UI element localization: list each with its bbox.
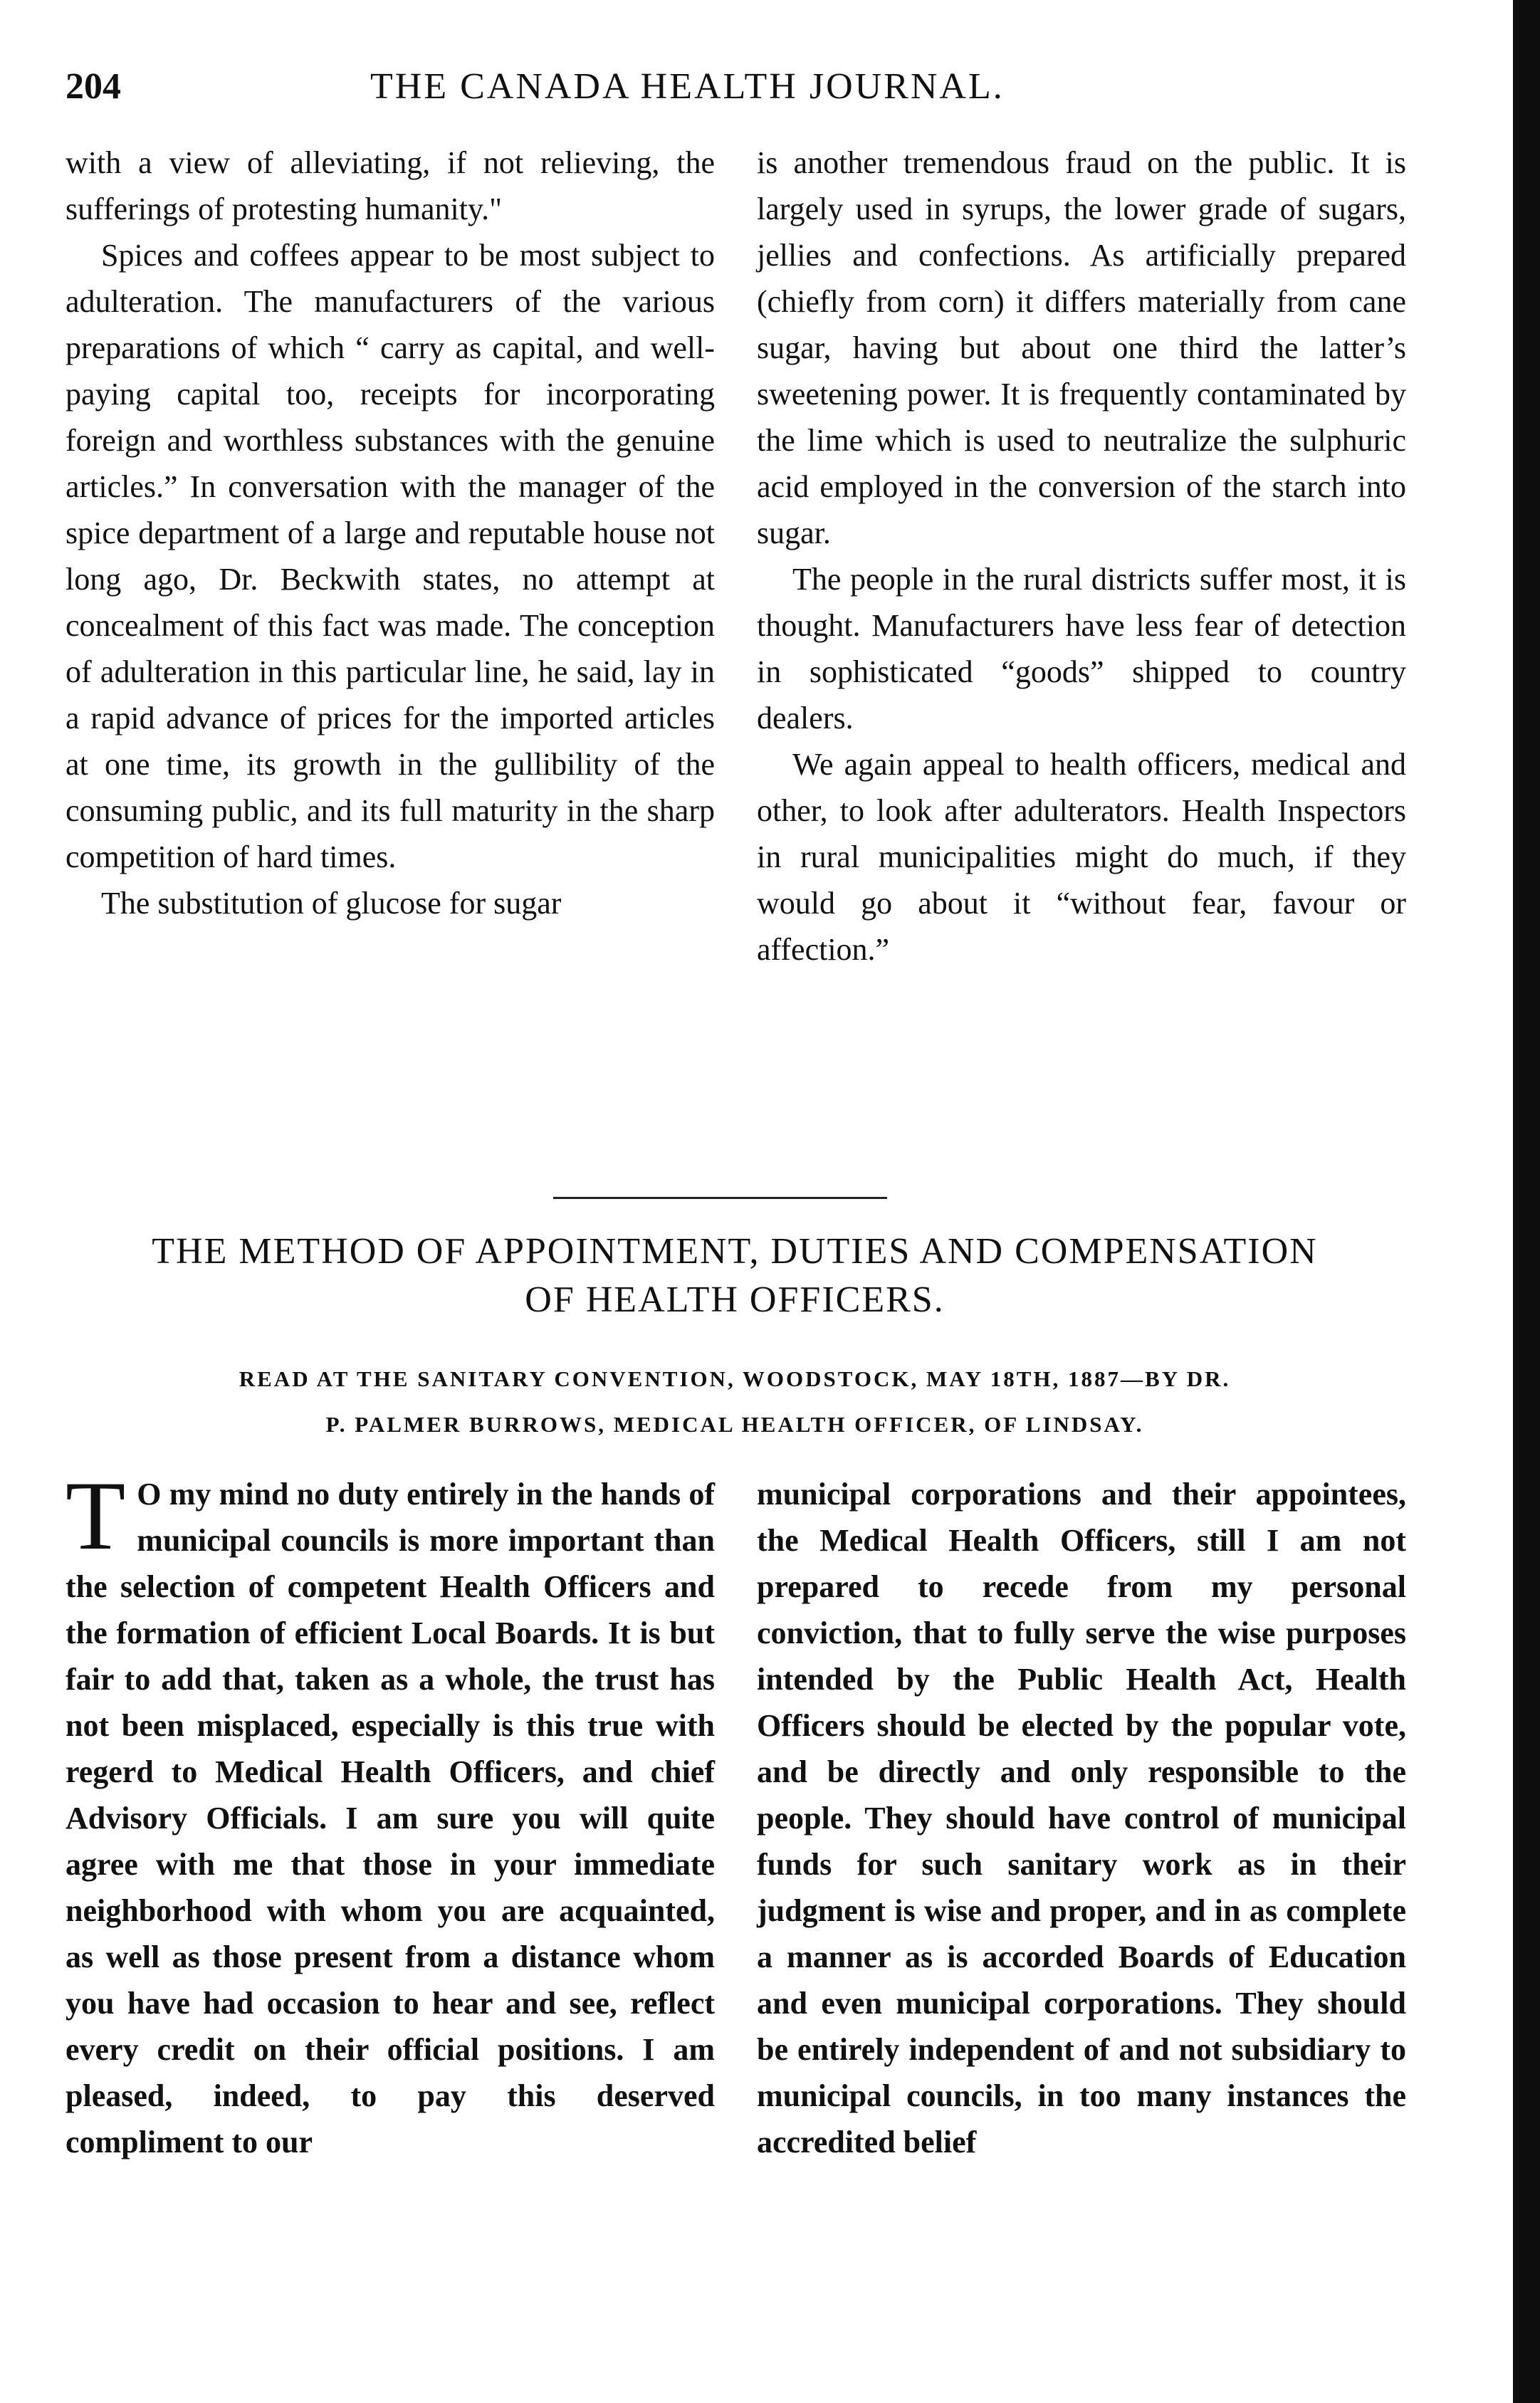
article-byline	[66, 1356, 1404, 1447]
page-number: 204	[66, 66, 121, 107]
paragraph: We again appeal to health officers, medical and other, to look after adulterators. Health Inspectors in rural municipalities might do much, if they would go about it “without fear, favour or affection.”	[757, 747, 1406, 967]
paragraph: is another tremendous fraud on the public. It is largely used in syrups, the lower grade of sugars, jellies and confections. As artificially prepared (chiefly from corn) it differs materially from cane sugar, having but about one third the latter’s sweetening power. It is frequently contaminated by the lime which is used to neutralize the sulphuric acid employed in the conversion of the starch into sugar.	[757, 145, 1406, 550]
running-head	[66, 66, 1404, 115]
paragraph: with a view of alleviating, if not relieving, the sufferings of protesting humanity."	[66, 145, 715, 226]
byline-line: READ AT THE SANITARY CONVENTION, WOODSTOCK, MAY 18TH, 1887—BY DR.	[239, 1366, 1231, 1391]
paragraph: The substitution of glucose for sugar	[101, 886, 562, 921]
article-title	[66, 1227, 1404, 1324]
article-left-column	[66, 1461, 715, 2165]
paragraph: The people in the rural districts suffer most, it is thought. Manufacturers have less fear of detection in sophisticated “goods” shipped to country dealers.	[757, 562, 1406, 735]
top-right-column	[757, 140, 1406, 973]
drop-cap: T	[66, 1461, 126, 1570]
scan-edge	[1513, 0, 1540, 2403]
paragraph	[66, 1461, 715, 2165]
paragraph: municipal corporations and their appointees, the Medical Health Officers, still I am not prepared to recede from my personal conviction, that to fully serve the wise purposes intended by the Public Health Act, Health Officers should be elected by the popular vote, and be directly and only responsible to the people. They should have control of municipal funds for such sanitary work as in their judgment is wise and proper, and in as complete a manner as is accorded Boards of Education and even municipal corporations. They should be entirely independent of and not subsidiary to municipal councils, in too many instances the accredited belief	[757, 1477, 1406, 2159]
journal-title: THE CANADA HEALTH JOURNAL.	[370, 66, 1005, 107]
article-title-line: OF HEALTH OFFICERS.	[525, 1279, 945, 1320]
section-divider	[553, 1197, 887, 1199]
byline-line: P. PALMER BURROWS, MEDICAL HEALTH OFFICER, OF LINDSAY.	[325, 1412, 1144, 1437]
article-right-column	[757, 1471, 1406, 2165]
paragraph-text: O my mind no duty entirely in the hands of municipal councils is more important than the selection of competent Health Officers and the formation of efficient Local Boards. It is but fair to add that, taken as a whole, the trust has not been misplaced, especially is this true with regerd to Medical Health Officers, and chief Advisory Officials. I am sure you will quite agree with me that those in your immediate neighborhood with whom you are acquainted, as well as those present from a distance whom you have had occasion to hear and see, reflect every credit on their official positions. I am pleased, indeed, to pay this deserved compliment to our	[66, 1477, 715, 2159]
article-title-line: THE METHOD OF APPOINTMENT, DUTIES AND COMPENSATION	[152, 1231, 1318, 1272]
paragraph: Spices and coffees appear to be most subject to adulteration. The manufacturers of the various preparations of which “ carry as capital, and well-paying capital too, receipts for incorporating foreign and worthless substances with the genuine articles.” In conversation with the manager of the spice department of a large and reputable house not long ago, Dr. Beckwith states, no attempt at concealment of this fact was made. The conception of adulteration in this particular line, he said, lay in a rapid advance of prices for the imported articles at one time, its growth in the gullibility of the consuming public, and its full maturity in the sharp competition of hard times.	[66, 238, 715, 874]
top-left-column	[66, 140, 715, 926]
